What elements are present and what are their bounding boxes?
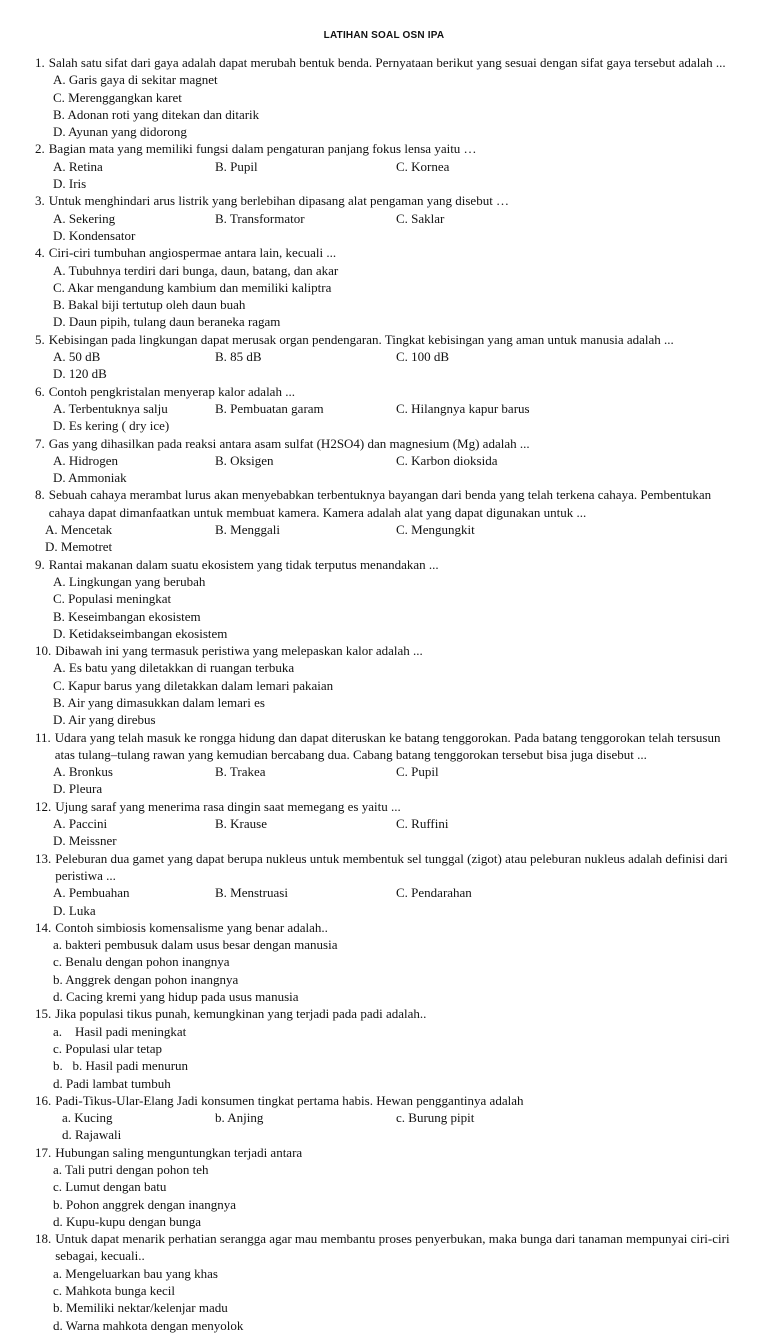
question-14 — [35, 919, 735, 1005]
option: D. Luka — [53, 902, 96, 918]
options — [35, 452, 735, 487]
option: D. Kondensator — [53, 227, 136, 243]
option: C. Karbon dioksida — [396, 452, 498, 468]
question-list — [35, 54, 735, 1334]
question-text: Peleburan dua gamet yang dapat berupa nukleus untuk membentuk sel tunggal (zigot) atau peleburan nukleus adalah definisi dari peristiwa ... — [55, 850, 728, 883]
page-title: LATIHAN SOAL OSN IPA — [323, 30, 445, 41]
question-number: 13. — [35, 850, 52, 866]
option: d. Kupu-kupu dengan bunga — [53, 1213, 202, 1229]
options — [35, 815, 735, 850]
question-text: Udara yang telah masuk ke rongga hidung dan dapat diteruskan ke batang tenggorokan. Pada batang tenggorokan telah tersusun atas tulang–tulang rawan yang kemudian bercabang dua. Cabang batang tenggorokan tersebut bisa juga disebut ... — [54, 729, 721, 762]
question-number: 7. — [35, 435, 45, 451]
option: d. Warna mahkota dengan menyolok — [53, 1317, 244, 1333]
option: A. Hidrogen — [53, 452, 118, 468]
option: b. Anjing — [215, 1110, 264, 1126]
options — [35, 659, 735, 728]
options — [35, 521, 735, 556]
option: c. Benalu dengan pohon inangnya — [53, 954, 230, 970]
option: d. Rajawali — [62, 1127, 122, 1143]
option: A. Sekering — [53, 210, 116, 226]
option: A. Lingkungan yang berubah — [53, 573, 206, 589]
option: C. Saklar — [396, 210, 445, 226]
option: A. Es batu yang diletakkan di ruangan terbuka — [53, 660, 295, 676]
options — [35, 158, 735, 193]
option: c. Populasi ular tetap — [53, 1040, 163, 1056]
option: B. Pupil — [215, 158, 258, 174]
option: D. Meissner — [53, 833, 117, 849]
option: C. Populasi meningkat — [53, 591, 172, 607]
question-16 — [35, 1092, 735, 1144]
option: a. Tali putri dengan pohon teh — [53, 1162, 209, 1177]
option: a. Mengeluarkan bau yang khas — [53, 1265, 218, 1281]
question-text: Ujung saraf yang menerima rasa dingin saat memegang es yaitu ... — [55, 798, 401, 814]
options — [35, 1265, 735, 1334]
option: A. Pembuahan — [53, 885, 130, 901]
option: c. Burung pipit — [396, 1110, 475, 1126]
option: D. Ketidakseimbangan ekosistem — [53, 625, 228, 641]
question-12 — [35, 798, 735, 850]
question-2 — [35, 140, 735, 192]
question-text: Dibawah ini yang termasuk peristiwa yang melepaskan kalor adalah ... — [55, 643, 423, 659]
question-text: Untuk dapat menarik perhatian serangga agar mau membantu proses penyerbukan, maka bunga dari tanaman mempunyai ciri-ciri sebagai, kecuali.. — [55, 1231, 730, 1264]
options — [35, 400, 735, 435]
option: C. Merenggangkan karet — [53, 89, 182, 105]
question-text: Contoh simbiosis komensalisme yang benar adalah.. — [55, 919, 328, 935]
option: D. Ammoniak — [53, 470, 127, 486]
option: C. Kornea — [396, 158, 450, 174]
question-7 — [35, 435, 735, 487]
question-number: 10. — [35, 643, 52, 659]
options — [35, 1023, 735, 1092]
options — [35, 936, 735, 1005]
option: B. Air yang dimasukkan dalam lemari es — [53, 694, 265, 710]
question-number: 18. — [35, 1231, 52, 1247]
option: D. Daun pipih, tulang daun beraneka ragam — [53, 314, 281, 330]
question-17 — [35, 1144, 735, 1230]
option: A. Bronkus — [53, 764, 113, 780]
option: D. 120 dB — [53, 366, 107, 382]
question-text: Gas yang dihasilkan pada reaksi antara asam sulfat (H2SO4) dan magnesium (Mg) adalah ... — [48, 435, 530, 451]
option: B. Menggali — [215, 522, 280, 538]
options — [35, 348, 735, 383]
option: a. bakteri pembusuk dalam usus besar dengan manusia — [53, 937, 338, 953]
option: C. 100 dB — [396, 349, 450, 365]
question-text: Padi-Tikus-Ular-Elang Jadi konsumen tingkat pertama habis. Hewan penggantinya adalah — [55, 1092, 524, 1108]
question-number: 8. — [35, 487, 45, 503]
option: B. Krause — [215, 816, 267, 832]
option: B. Menstruasi — [215, 885, 288, 901]
option: C. Ruffini — [396, 816, 449, 832]
option: B. Keseimbangan ekosistem — [53, 608, 201, 624]
question-number: 17. — [35, 1144, 52, 1160]
question-text: Salah satu sifat dari gaya adalah dapat merubah bentuk benda. Pernyataan berikut yang sesuai dengan sifat gaya tersebut adalah ... — [48, 55, 726, 70]
option: d. Padi lambat tumbuh — [53, 1075, 171, 1091]
question-number: 15. — [35, 1006, 52, 1022]
question-number: 11. — [35, 729, 51, 745]
question-5 — [35, 331, 735, 383]
question-6 — [35, 383, 735, 435]
options — [35, 262, 735, 331]
option: A. Tubuhnya terdiri dari bunga, daun, batang, dan akar — [53, 262, 339, 278]
option: B. Oksigen — [215, 452, 274, 468]
option: A. Paccini — [53, 816, 108, 832]
options — [35, 1161, 735, 1230]
option: A. Mencetak — [45, 522, 113, 538]
option: C. Kapur barus yang diletakkan dalam lemari pakaian — [53, 677, 334, 693]
question-number: 9. — [35, 556, 45, 572]
option: A. Terbentuknya salju — [53, 400, 168, 416]
question-number: 12. — [35, 798, 52, 814]
option: D. Es kering ( dry ice) — [53, 418, 170, 434]
options — [35, 71, 735, 140]
question-number: 4. — [35, 245, 45, 261]
option: D. Memotret — [45, 539, 113, 555]
question-4 — [35, 244, 735, 330]
option: A. Garis gaya di sekitar magnet — [53, 72, 218, 88]
options — [35, 884, 735, 919]
option: D. Iris — [53, 176, 87, 192]
question-number: 16. — [35, 1092, 52, 1108]
option: a. Kucing — [62, 1110, 113, 1126]
question-number: 5. — [35, 331, 45, 347]
question-3 — [35, 192, 735, 244]
question-11 — [35, 729, 735, 798]
question-13 — [35, 850, 735, 919]
options — [35, 1109, 735, 1144]
option: B. Bakal biji tertutup oleh daun buah — [53, 297, 246, 313]
option: a. Hasil padi meningkat — [53, 1023, 187, 1039]
question-1 — [35, 54, 735, 140]
option: A. Retina — [53, 158, 103, 174]
option: b. Pohon anggrek dengan inangnya — [53, 1196, 237, 1212]
question-10 — [35, 642, 735, 728]
option: D. Pleura — [53, 781, 103, 797]
options — [35, 763, 735, 798]
question-text: Hubungan saling menguntungkan terjadi antara — [55, 1144, 303, 1160]
question-number: 1. — [35, 55, 45, 70]
question-number: 6. — [35, 383, 45, 399]
options — [35, 573, 735, 642]
question-text: Bagian mata yang memiliki fungsi dalam pengaturan panjang fokus lensa yaitu … — [48, 141, 477, 157]
question-18 — [35, 1230, 735, 1334]
option: B. Pembuatan garam — [215, 400, 324, 416]
option: D. Air yang direbus — [53, 712, 156, 728]
option: C. Hilangnya kapur barus — [396, 400, 530, 416]
question-text: Sebuah cahaya merambat lurus akan menyebabkan terbentuknya bayangan dari benda yang telah terkena cahaya. Pembentukan cahaya dapat dimanfaatkan untuk membuat kamera. Kamera adalah alat yang dapat digunakan untuk ... — [48, 487, 712, 520]
option: b. Anggrek dengan pohon inangnya — [53, 971, 239, 987]
options — [35, 210, 735, 245]
option: C. Pupil — [396, 764, 439, 780]
question-text: Kebisingan pada lingkungan dapat merusak organ pendengaran. Tingkat kebisingan yang aman untuk manusia adalah ... — [48, 331, 674, 347]
option: D. Ayunan yang didorong — [53, 124, 187, 140]
option: B. Trakea — [215, 764, 266, 780]
question-number: 3. — [35, 193, 45, 209]
option: b. Memiliki nektar/kelenjar madu — [53, 1300, 228, 1316]
question-text: Rantai makanan dalam suatu ekosistem yang tidak terputus menandakan ... — [48, 556, 439, 572]
option: c. Mahkota bunga kecil — [53, 1283, 176, 1299]
question-8 — [35, 486, 735, 555]
option: C. Akar mengandung kambium dan memiliki kaliptra — [53, 279, 332, 295]
question-text: Jika populasi tikus punah, kemungkinan yang terjadi pada padi adalah.. — [55, 1006, 427, 1022]
option: b. b. Hasil padi menurun — [53, 1058, 189, 1074]
question-text: Untuk menghindari arus listrik yang berlebihan dipasang alat pengaman yang disebut … — [48, 193, 510, 209]
question-9 — [35, 556, 735, 642]
question-text: Ciri-ciri tumbuhan angiospermae antara lain, kecuali ... — [48, 245, 337, 261]
option: c. Lumut dengan batu — [53, 1179, 167, 1195]
question-number: 2. — [35, 141, 45, 157]
option: C. Mengungkit — [396, 522, 475, 538]
option: B. Transformator — [215, 210, 305, 226]
question-15 — [35, 1005, 735, 1091]
option: C. Pendarahan — [396, 885, 472, 901]
option: B. 85 dB — [215, 349, 262, 365]
option: d. Cacing kremi yang hidup pada usus manusia — [53, 989, 299, 1005]
option: B. Adonan roti yang ditekan dan ditarik — [53, 106, 260, 122]
question-number: 14. — [35, 919, 52, 935]
option: A. 50 dB — [53, 349, 101, 365]
question-text: Contoh pengkristalan menyerap kalor adalah ... — [48, 383, 295, 399]
